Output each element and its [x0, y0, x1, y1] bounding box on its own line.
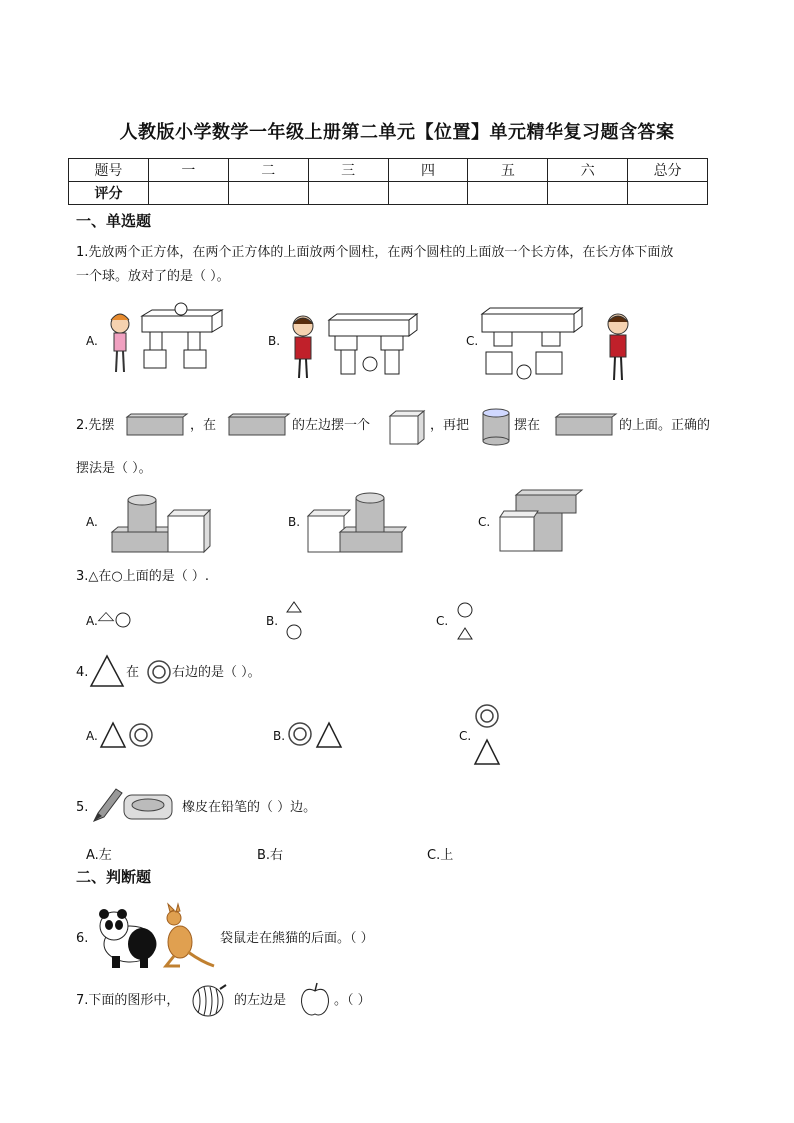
- cuboid-icon: [126, 414, 188, 438]
- girl-icon: [111, 314, 129, 372]
- q4-option-c-label[interactable]: C.: [459, 729, 472, 743]
- circle-icon: [116, 613, 130, 627]
- triangle-icon: [317, 723, 341, 747]
- q2-option-c-figure: [498, 489, 588, 555]
- q4-option-a-figure: [99, 720, 159, 750]
- question-2-line2: 摆法是（ ）。: [76, 461, 152, 476]
- page-title: 人教版小学数学一年级上册第二单元【位置】单元精华复习题含答案: [119, 122, 675, 143]
- cylinder-icon: [482, 408, 512, 446]
- shape-arrangement-icon: [112, 495, 210, 552]
- q3-option-b-label[interactable]: B.: [266, 614, 279, 628]
- q4-option-c-figure: [473, 703, 503, 767]
- double-circle-icon: [146, 659, 172, 685]
- shape-arrangement-icon: [308, 493, 406, 552]
- block-stack-icon: [329, 314, 417, 374]
- score-cell: 总分: [628, 159, 708, 182]
- shape-arrangement-icon: [500, 490, 582, 551]
- q2-option-a-figure: [108, 492, 214, 554]
- question-6-part1: 6.: [76, 931, 89, 946]
- apple-icon: [298, 981, 332, 1019]
- q4-option-a-label[interactable]: A.: [86, 729, 98, 743]
- double-circle-icon: [130, 724, 152, 746]
- score-input-cell[interactable]: [148, 182, 228, 205]
- question-5-part2: 橡皮在铅笔的（ ）边。: [182, 800, 317, 815]
- q1-option-b-figure: [287, 312, 422, 384]
- question-7-part3: 。（ ）: [334, 993, 371, 1008]
- q1-option-c-figure: [480, 306, 645, 384]
- question-4-part3: 右边的是（ ）。: [172, 665, 261, 680]
- score-cell: 评分: [69, 182, 149, 205]
- eraser-icon: [124, 795, 172, 819]
- question-7-part2: 的左边是: [234, 993, 287, 1008]
- circle-icon: [458, 603, 472, 617]
- score-cell: 四: [388, 159, 468, 182]
- score-cell: 一: [148, 159, 228, 182]
- q3-option-c-label[interactable]: C.: [436, 614, 449, 628]
- score-table: [68, 158, 708, 205]
- question-2-part6: 的上面。正确的: [619, 418, 711, 433]
- q1-option-a-figure: [104, 302, 234, 384]
- score-table-header-row: [69, 159, 708, 182]
- question-2-part3: 的左边摆一个: [292, 418, 371, 433]
- question-4-part1: 4.: [76, 665, 89, 680]
- question-6-part2: 袋鼠走在熊猫的后面。（ ）: [220, 931, 374, 946]
- score-input-cell[interactable]: [388, 182, 468, 205]
- block-stack-icon: [482, 308, 582, 379]
- question-4-part2: 在: [126, 665, 140, 680]
- section-heading-single-choice: 一、单选题: [76, 212, 152, 230]
- panda-icon: [99, 909, 156, 968]
- q5-option-a[interactable]: A.左: [86, 848, 112, 863]
- score-input-cell[interactable]: [548, 182, 628, 205]
- q4-option-b-label[interactable]: B.: [273, 729, 286, 743]
- boy-icon: [608, 314, 628, 380]
- q4-option-b-figure: [287, 720, 347, 750]
- triangle-icon: [89, 653, 125, 689]
- kangaroo-icon: [166, 904, 214, 966]
- q1-option-c-label[interactable]: C.: [466, 334, 479, 348]
- q3-option-c-figure: [455, 600, 475, 642]
- watermelon-icon: [190, 983, 230, 1019]
- triangle-icon: [101, 723, 125, 747]
- q2-option-c-label[interactable]: C.: [478, 515, 491, 529]
- score-input-cell[interactable]: [628, 182, 708, 205]
- triangle-icon: [99, 613, 114, 621]
- question-2-part1: 2.先摆: [76, 418, 115, 433]
- score-cell: 五: [468, 159, 548, 182]
- question-5-part1: 5.: [76, 800, 89, 815]
- cuboid-icon: [228, 414, 290, 438]
- question-3: 3.△在○上面的是（ ）.: [76, 569, 210, 584]
- score-cell: 三: [308, 159, 388, 182]
- question-7-part1: 7.下面的图形中，: [76, 993, 180, 1008]
- question-1-line1: 1.先放两个正方体，在两个正方体的上面放两个圆柱，在两个圆柱的上面放一个长方体，在长方体下面放: [76, 245, 674, 260]
- q2-option-b-figure: [306, 492, 406, 554]
- q3-option-a-figure: [99, 611, 133, 629]
- score-input-cell[interactable]: [468, 182, 548, 205]
- double-circle-icon: [476, 705, 498, 727]
- score-table-score-row: [69, 182, 708, 205]
- q1-option-a-label[interactable]: A.: [86, 334, 98, 348]
- q6-figure: [90, 904, 218, 970]
- q2-option-a-label[interactable]: A.: [86, 515, 98, 529]
- score-input-cell[interactable]: [228, 182, 308, 205]
- q1-option-b-label[interactable]: B.: [268, 334, 281, 348]
- q5-option-b[interactable]: B.右: [257, 848, 284, 863]
- block-stack-icon: [142, 303, 222, 368]
- q2-option-b-label[interactable]: B.: [288, 515, 301, 529]
- score-input-cell[interactable]: [308, 182, 388, 205]
- score-cell: 六: [548, 159, 628, 182]
- section-heading-judgement: 二、判断题: [76, 868, 152, 886]
- score-cell: 二: [228, 159, 308, 182]
- triangle-icon: [287, 602, 301, 612]
- triangle-icon: [458, 628, 472, 639]
- q3-option-a-label[interactable]: A.: [86, 614, 98, 628]
- question-2-part4: ，再把: [430, 418, 470, 433]
- q5-figure: [90, 785, 180, 825]
- cuboid-icon: [555, 414, 617, 438]
- circle-icon: [287, 625, 301, 639]
- double-circle-icon: [289, 723, 311, 745]
- q5-option-c[interactable]: C.上: [427, 848, 454, 863]
- pencil-icon: [94, 789, 122, 821]
- question-2-part5: 摆在: [514, 418, 541, 433]
- q3-option-b-figure: [284, 600, 304, 642]
- question-1-line2: 一个球。放对了的是（ ）。: [76, 269, 230, 284]
- boy-icon: [293, 316, 313, 378]
- triangle-icon: [475, 740, 499, 764]
- cube-icon: [388, 410, 428, 446]
- question-2-part2: ，在: [190, 418, 217, 433]
- score-cell: 题号: [69, 159, 149, 182]
